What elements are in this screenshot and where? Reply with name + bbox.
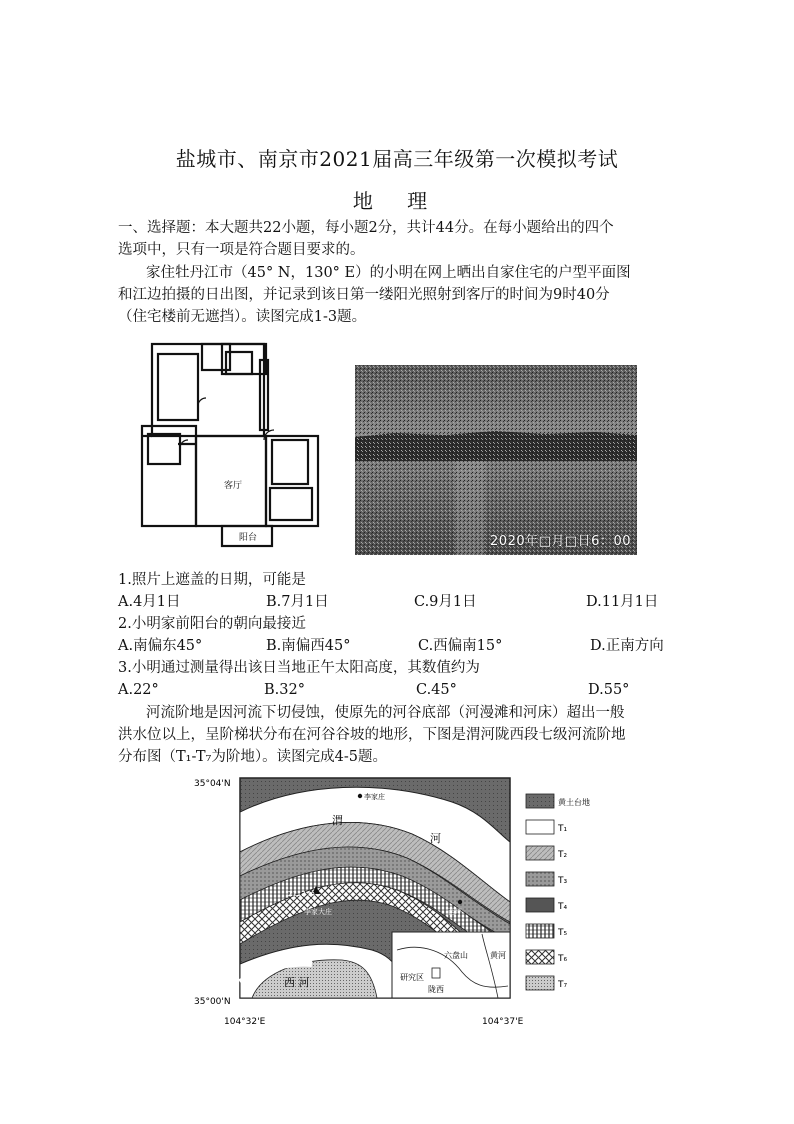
section-intro-line-2: 选项中，只有一项是符合题目要求的。 [118, 242, 365, 258]
passage2-line-3: 分布图（T₁-T₇为阶地）。读图完成4-5题。 [118, 749, 387, 765]
map-west-river: 西 河 [284, 976, 310, 989]
passage1-line-2: 和江边拍摄的日出图，并记录到该日第一缕阳光照射到客厅的时间为9时40分 [118, 287, 610, 303]
river-terrace-map [192, 772, 612, 1030]
question-2-stem: 2.小明家前阳台的朝向最接近 [118, 616, 306, 632]
map-river-char-2: 河 [430, 832, 441, 845]
q3-option-a: A.22° [118, 682, 159, 698]
q3-option-b: B.32° [264, 682, 305, 698]
legend-loess: 黄土台地 [558, 798, 590, 807]
subject-heading: 地 理 [352, 189, 442, 213]
legend-t5: T₅ [558, 928, 568, 938]
legend-t4: T₄ [558, 902, 568, 912]
sunrise-photo [355, 365, 637, 555]
question-3-stem: 3.小明通过测量得出该日当地正午太阳高度，其数值约为 [118, 660, 480, 676]
q2-option-b: B.南偏西45° [266, 638, 351, 654]
map-lat-bottom: 35°00'N [194, 997, 231, 1007]
legend-t2: T₂ [558, 850, 568, 860]
legend-t3: T₃ [558, 876, 568, 886]
living-room-label: 客厅 [224, 481, 243, 491]
inset-city: 陇西 [428, 985, 444, 994]
map-river-char-1: 渭 [332, 814, 343, 827]
map-peak-name: 李家大庄 [304, 908, 332, 916]
passage2-line-1: 河流阶地是因河流下切侵蚀，使原先的河谷底部（河漫滩和河床）超出一般 [146, 705, 625, 721]
q1-option-b: B.7月1日 [266, 594, 329, 610]
inset-study-area: 研究区 [400, 973, 424, 982]
question-1-stem: 1.照片上遮盖的日期，可能是 [118, 572, 306, 588]
map-lon-left: 104°32'E [224, 1017, 266, 1027]
section-intro-line-1: 一、选择题：本大题共22小题，每小题2分，共计44分。在每小题给出的四个 [118, 220, 614, 236]
map-legend [526, 794, 590, 990]
map-town-right: 西坪 [448, 908, 462, 916]
balcony-label: 阳台 [239, 533, 258, 543]
legend-t6: T₆ [558, 954, 568, 964]
question-2-options [118, 635, 664, 657]
q3-option-d: D.55° [588, 682, 630, 698]
q2-option-c: C.西偏南15° [418, 638, 503, 654]
inset-mountain: 六盘山 [444, 951, 468, 960]
map-lon-right: 104°37'E [482, 1017, 524, 1027]
q2-option-d: D.正南方向 [590, 638, 664, 654]
photo-date-stamp: 2020年□月□日6：00 [490, 534, 631, 549]
q2-option-a: A.南偏东45° [118, 638, 203, 654]
map-lat-top: 35°04'N [194, 779, 231, 789]
q1-option-d: D.11月1日 [586, 594, 659, 610]
passage2-line-2: 洪水位以上，呈阶梯状分布在河谷谷坡的地形，下图是渭河陇西段七级河流阶地 [118, 727, 626, 743]
floor-plan-diagram [138, 340, 328, 550]
page-title: 盐城市、南京市2021届高三年级第一次模拟考试 [175, 147, 619, 171]
legend-t7: T₇ [558, 980, 568, 990]
passage1-line-3: （住宅楼前无遮挡）。读图完成1-3题。 [118, 309, 367, 325]
legend-t1: T₁ [558, 824, 568, 834]
q3-option-c: C.45° [416, 682, 457, 698]
map-village-top: 李家庄 [364, 793, 385, 801]
question-3-options [118, 679, 629, 701]
passage1-line-1: 家住牡丹江市（45° N，130° E）的小明在网上晒出自家住宅的户型平面图 [146, 265, 631, 281]
q1-option-a: A.4月1日 [118, 594, 181, 610]
map-peak-elevation: 2112 m [288, 890, 315, 898]
question-1-options [118, 591, 658, 613]
q1-option-c: C.9月1日 [414, 594, 477, 610]
inset-river: 黄河 [490, 951, 506, 960]
